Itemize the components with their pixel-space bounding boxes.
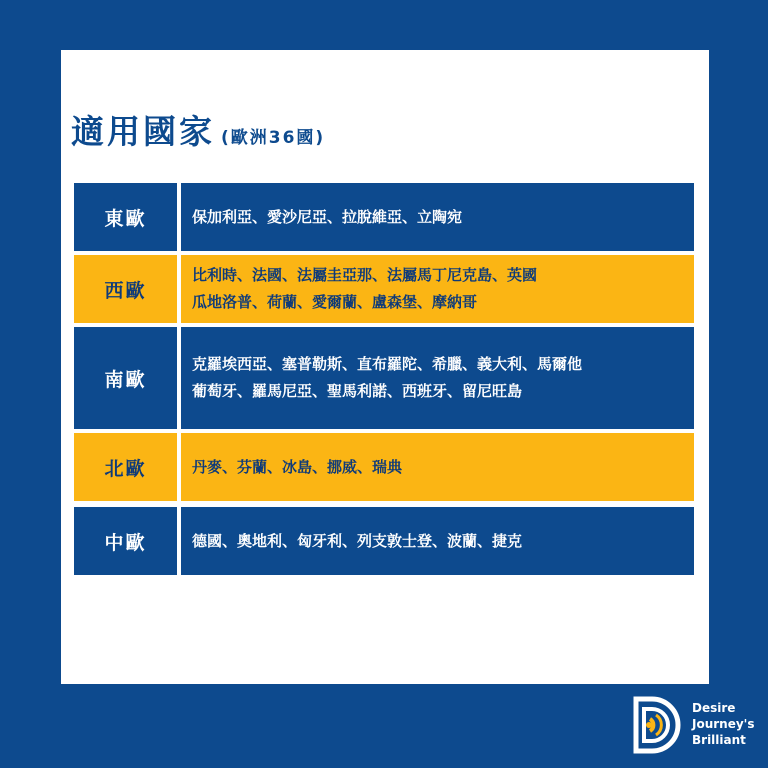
dj-brilliant-logo-icon bbox=[630, 695, 686, 755]
region-row-central bbox=[74, 507, 694, 575]
region-label: 北歐 bbox=[74, 433, 177, 501]
region-row-south bbox=[74, 327, 694, 429]
content-card bbox=[61, 50, 709, 684]
region-label: 西歐 bbox=[74, 255, 177, 323]
country-line: 丹麥、芬蘭、冰島、挪威、瑞典 bbox=[192, 457, 403, 476]
region-label: 中歐 bbox=[74, 507, 177, 575]
title-subtitle: (歐洲36國) bbox=[221, 128, 326, 148]
country-line: 葡萄牙、羅馬尼亞、聖馬利諾、西班牙、留尼旺島 bbox=[192, 382, 523, 400]
brand-wordmark: Desire Journey's Brilliant bbox=[692, 701, 755, 747]
page-title bbox=[71, 106, 325, 153]
region-label: 南歐 bbox=[74, 327, 177, 429]
country-line: 瓜地洛普、荷蘭、愛爾蘭、盧森堡、摩納哥 bbox=[192, 293, 478, 311]
brand-logo bbox=[630, 693, 764, 757]
country-list bbox=[181, 507, 694, 575]
country-list bbox=[181, 327, 694, 429]
country-line: 比利時、法國、法屬圭亞那、法屬馬丁尼克島、英國 bbox=[192, 266, 538, 284]
region-label: 東歐 bbox=[74, 183, 177, 251]
country-line: 保加利亞、愛沙尼亞、拉脫維亞、立陶宛 bbox=[192, 207, 463, 226]
country-line: 克羅埃西亞、塞普勒斯、直布羅陀、希臘、義大利、馬爾他 bbox=[192, 355, 583, 373]
region-row-north bbox=[74, 433, 694, 501]
region-row-east bbox=[74, 183, 694, 251]
country-list bbox=[181, 433, 694, 501]
region-row-west bbox=[74, 255, 694, 323]
country-list bbox=[181, 183, 694, 251]
country-line: 德國、奧地利、匈牙利、列支敦士登、波蘭、捷克 bbox=[192, 531, 523, 550]
country-list bbox=[181, 255, 694, 323]
title-main: 適用國家 bbox=[71, 112, 215, 151]
